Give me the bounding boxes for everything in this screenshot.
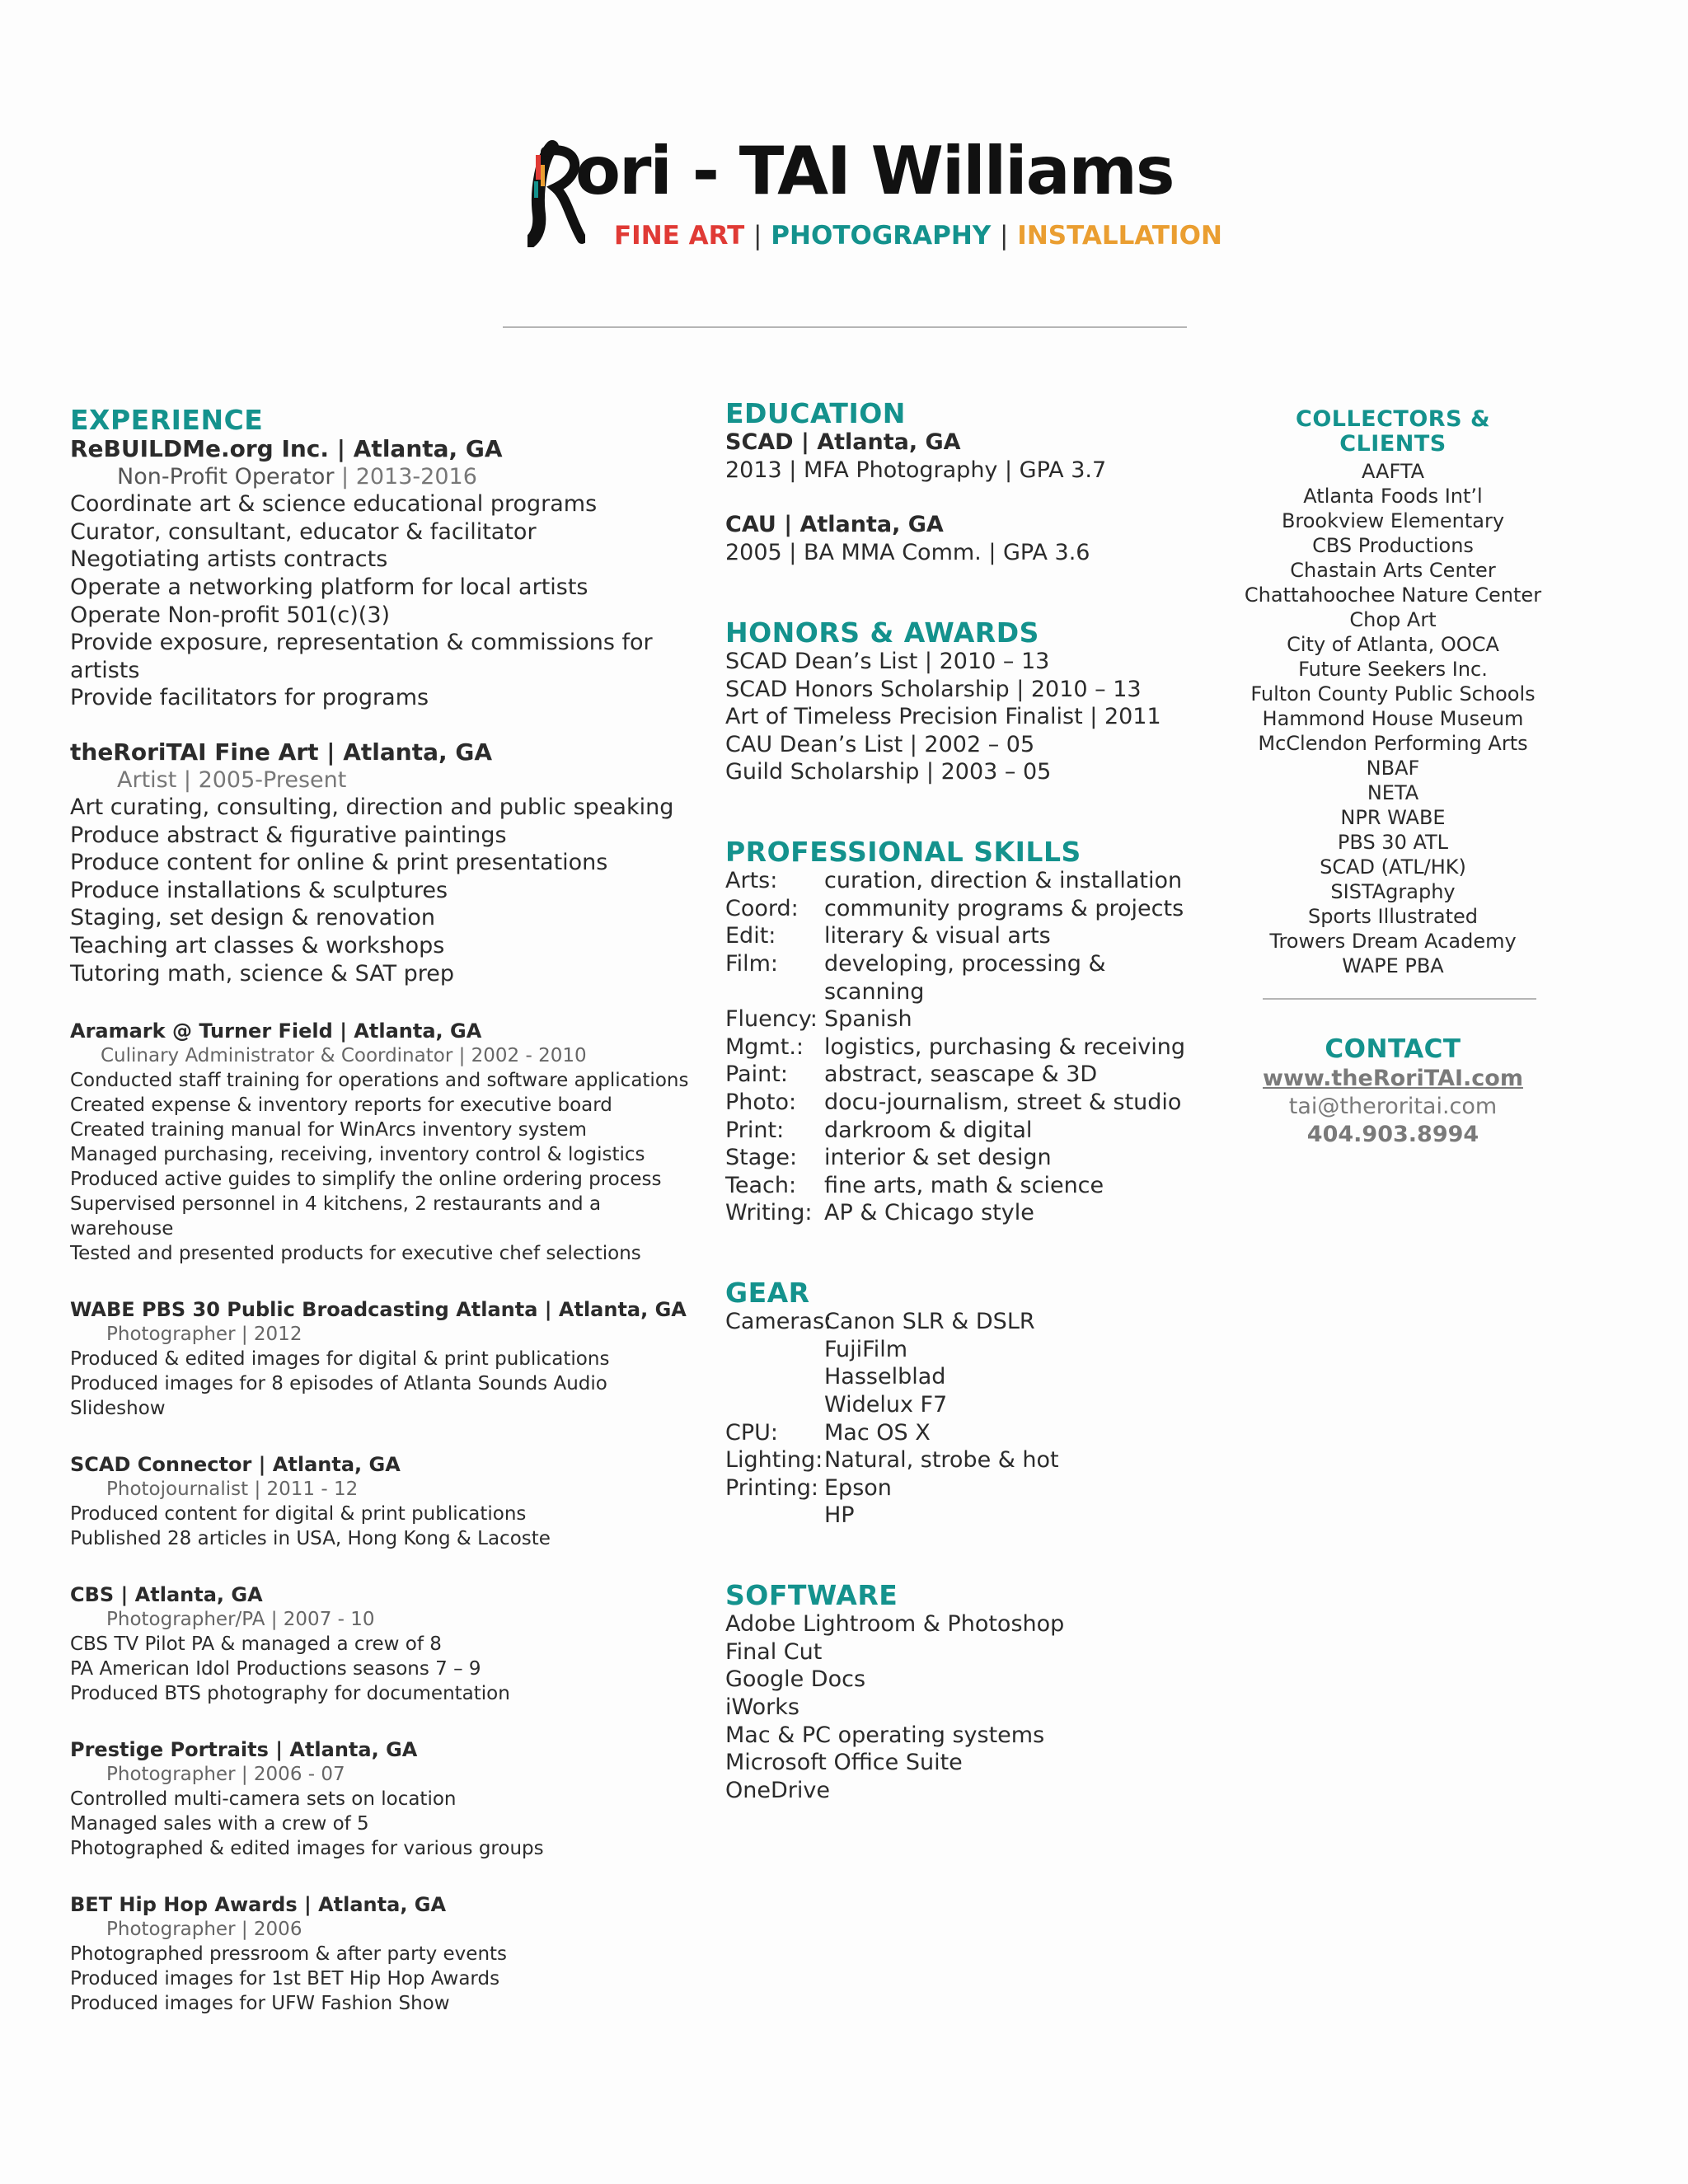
email-link[interactable]: tai@theroritai.com bbox=[1288, 1094, 1498, 1120]
client-item: City of Atlanta, OOCA bbox=[1287, 633, 1499, 657]
client-item: Atlanta Foods Int’l bbox=[1303, 485, 1483, 509]
job-bullet: Produced content for digital & print publications bbox=[70, 1503, 527, 1526]
school-detail: 2005 | BA MMA Comm. | GPA 3.6 bbox=[725, 540, 1090, 566]
skill-row: Paint: abstract, seascape & 3D bbox=[725, 1062, 1098, 1088]
job-bullet: Tested and presented products for executive chef selections bbox=[70, 1243, 641, 1265]
job-entry bbox=[70, 1892, 696, 2016]
job-bullet: Coordinate art & science educational programs bbox=[70, 491, 598, 518]
skill-row: Writing: AP & Chicago style bbox=[725, 1200, 1034, 1226]
job-bullet: Produced images for UFW Fashion Show bbox=[70, 1993, 450, 2015]
honor-item: CAU Dean’s List | 2002 – 05 bbox=[725, 731, 1035, 757]
honor-item: SCAD Honors Scholarship | 2010 – 13 bbox=[725, 676, 1142, 702]
software-item: Final Cut bbox=[725, 1638, 823, 1665]
job-title: Aramark @ Turner Field | Atlanta, GA bbox=[70, 1019, 482, 1043]
job-title: theRoriTAI Fine Art | Atlanta, GA bbox=[70, 738, 493, 766]
gear-row: HP bbox=[824, 1502, 855, 1529]
job-bullet: Controlled multi-camera sets on location bbox=[70, 1788, 457, 1811]
software-heading: SOFTWARE bbox=[725, 1579, 898, 1611]
job-role: Artist | 2005-Present bbox=[117, 767, 347, 794]
experience-heading: EXPERIENCE bbox=[70, 404, 264, 436]
skill-row: Arts: curation, direction & installation bbox=[725, 868, 1183, 894]
client-item: NETA bbox=[1367, 781, 1419, 805]
client-item: Chastain Arts Center bbox=[1290, 559, 1496, 583]
gear-row: Printing: Epson bbox=[725, 1474, 892, 1501]
job-role: Photojournalist | 2011 - 12 bbox=[106, 1479, 359, 1501]
website-link[interactable]: www.theRoriTAI.com bbox=[1263, 1066, 1523, 1092]
client-item: AAFTA bbox=[1361, 460, 1425, 484]
job-bullet: Conducted staff training for operations and software applications bbox=[70, 1070, 689, 1092]
job-bullet: Art curating, consulting, direction and public speaking bbox=[70, 794, 674, 821]
job-bullet: PA American Idol Productions seasons 7 – 9 bbox=[70, 1658, 481, 1680]
skill-row: Fluency: Spanish bbox=[725, 1006, 912, 1033]
job-title: SCAD Connector | Atlanta, GA bbox=[70, 1453, 401, 1477]
gear-row: Cameras: Canon SLR & DSLR bbox=[725, 1309, 1035, 1335]
client-item: WAPE PBA bbox=[1342, 954, 1444, 978]
gear-row: Lighting: Natural, strobe & hot bbox=[725, 1447, 1059, 1474]
client-item: CBS Productions bbox=[1312, 534, 1474, 558]
job-role: Photographer/PA | 2007 - 10 bbox=[106, 1609, 375, 1631]
gear-row: CPU: Mac OS X bbox=[725, 1419, 931, 1446]
job-role: Photographer | 2006 - 07 bbox=[106, 1764, 345, 1786]
software-item: Google Docs bbox=[725, 1666, 866, 1693]
job-bullet: Operate a networking platform for local artists bbox=[70, 574, 588, 601]
client-item: SCAD (ATL/HK) bbox=[1320, 855, 1466, 879]
client-item: Hammond House Museum bbox=[1262, 707, 1524, 731]
contact-section bbox=[1240, 1035, 1545, 1149]
honors-heading: HONORS & AWARDS bbox=[725, 616, 1039, 649]
client-item: Future Seekers Inc. bbox=[1298, 658, 1488, 682]
job-bullet: Curator, consultant, educator & facilitator bbox=[70, 518, 537, 545]
header-brand bbox=[528, 130, 1222, 254]
honor-item: Art of Timeless Precision Finalist | 2011 bbox=[725, 704, 1161, 730]
tag-separator: | bbox=[753, 221, 762, 251]
honor-item: Guild Scholarship | 2003 – 05 bbox=[725, 759, 1052, 785]
header-divider bbox=[503, 326, 1187, 328]
job-bullet: Photographed pressroom & after party events bbox=[70, 1943, 508, 1966]
skill-row: Print: darkroom & digital bbox=[725, 1117, 1033, 1143]
job-title: BET Hip Hop Awards | Atlanta, GA bbox=[70, 1893, 447, 1917]
job-bullet: Managed sales with a crew of 5 bbox=[70, 1813, 369, 1835]
tag-photography: PHOTOGRAPHY bbox=[771, 221, 992, 251]
contact-divider bbox=[1263, 998, 1536, 1000]
tag-separator: | bbox=[1000, 221, 1009, 251]
right-column bbox=[1240, 407, 1545, 978]
client-item: SISTAgraphy bbox=[1330, 880, 1456, 904]
job-entry bbox=[70, 1019, 696, 1266]
client-item: Trowers Dream Academy bbox=[1269, 930, 1517, 954]
gear-row: FujiFilm bbox=[824, 1336, 908, 1362]
school-name: SCAD | Atlanta, GA bbox=[725, 429, 961, 456]
job-entry bbox=[70, 1582, 696, 1706]
school-name: CAU | Atlanta, GA bbox=[725, 512, 944, 538]
client-item: Sports Illustrated bbox=[1307, 905, 1479, 929]
tag-installation: INSTALLATION bbox=[1017, 221, 1222, 251]
skill-row: Edit: literary & visual arts bbox=[725, 923, 1051, 949]
job-entry bbox=[70, 1297, 696, 1421]
tagline bbox=[614, 221, 1222, 251]
skills-heading: PROFESSIONAL SKILLS bbox=[725, 835, 1081, 868]
job-bullet: Staging, set design & renovation bbox=[70, 905, 435, 931]
job-bullet: Published 28 articles in USA, Hong Kong & Lacoste bbox=[70, 1528, 551, 1550]
software-item: iWorks bbox=[725, 1694, 799, 1721]
job-title: WABE PBS 30 Public Broadcasting Atlanta | Atlanta, GA bbox=[70, 1298, 687, 1322]
gear-heading: GEAR bbox=[725, 1276, 810, 1309]
clients-heading: COLLECTORS & CLIENTS bbox=[1296, 406, 1490, 457]
job-title: ReBUILDMe.org Inc. | Atlanta, GA bbox=[70, 435, 503, 463]
job-bullet: Produced BTS photography for documentation bbox=[70, 1683, 510, 1705]
client-item: Brookview Elementary bbox=[1281, 509, 1505, 533]
skill-row: Photo: docu-journalism, street & studio bbox=[725, 1089, 1182, 1115]
job-bullet: Supervised personnel in 4 kitchens, 2 restaurants and a warehouse bbox=[70, 1193, 602, 1240]
skill-row: Film: developing, processing & scanning bbox=[725, 951, 1106, 1005]
client-item: NPR WABE bbox=[1340, 806, 1446, 830]
job-bullet: Operate Non-profit 501(c)(3) bbox=[70, 602, 391, 628]
job-bullet: Teaching art classes & workshops bbox=[70, 933, 445, 959]
client-item: PBS 30 ATL bbox=[1337, 831, 1449, 855]
job-bullet: Produced images for 8 episodes of Atlanta Sounds Audio Slideshow bbox=[70, 1373, 607, 1420]
job-bullet: Photographed & edited images for various groups bbox=[70, 1838, 544, 1860]
job-bullet: Managed purchasing, receiving, inventory control & logistics bbox=[70, 1144, 645, 1166]
client-item: McClendon Performing Arts bbox=[1258, 732, 1528, 756]
software-item: Microsoft Office Suite bbox=[725, 1750, 963, 1776]
contact-heading: CONTACT bbox=[1325, 1034, 1461, 1064]
job-entry bbox=[70, 1737, 696, 1861]
middle-column bbox=[725, 399, 1187, 1804]
job-bullet: Produced active guides to simplify the online ordering process bbox=[70, 1169, 662, 1191]
job-bullet: Produce content for online & print presentations bbox=[70, 850, 608, 876]
client-item: Chattahoochee Nature Center bbox=[1244, 583, 1542, 607]
skill-row: Mgmt.: logistics, purchasing & receiving bbox=[725, 1033, 1185, 1060]
skill-row: Coord: community programs & projects bbox=[725, 895, 1184, 921]
job-entry bbox=[70, 435, 696, 712]
job-bullet: Provide exposure, representation & commissions for artists bbox=[70, 630, 653, 683]
job-bullet: Negotiating artists contracts bbox=[70, 546, 388, 573]
job-bullet: Created expense & inventory reports for executive board bbox=[70, 1094, 612, 1117]
gear-row: Widelux F7 bbox=[824, 1392, 948, 1418]
software-item: Mac & PC operating systems bbox=[725, 1722, 1045, 1748]
phone-number: 404.903.8994 bbox=[1306, 1122, 1479, 1148]
job-title: Prestige Portraits | Atlanta, GA bbox=[70, 1738, 418, 1762]
school-detail: 2013 | MFA Photography | GPA 3.7 bbox=[725, 457, 1107, 483]
job-bullet: Produce installations & sculptures bbox=[70, 877, 448, 903]
software-item: OneDrive bbox=[725, 1777, 830, 1803]
job-entry bbox=[70, 1452, 696, 1551]
job-role: Photographer | 2006 bbox=[106, 1919, 302, 1941]
job-role: Non-Profit Operator | 2013-2016 bbox=[117, 464, 477, 490]
resume-name: ori - TAI Williams bbox=[575, 133, 1174, 209]
job-bullet: Produced & edited images for digital & print publications bbox=[70, 1348, 610, 1371]
job-bullet: Tutoring math, science & SAT prep bbox=[70, 960, 455, 987]
client-item: NBAF bbox=[1366, 757, 1420, 780]
job-role: Photographer | 2012 bbox=[106, 1324, 302, 1346]
software-item: Adobe Lightroom & Photoshop bbox=[725, 1611, 1065, 1638]
client-item: Fulton County Public Schools bbox=[1250, 682, 1536, 706]
job-bullet: CBS TV Pilot PA & managed a crew of 8 bbox=[70, 1633, 442, 1656]
job-bullet: Created training manual for WinArcs inventory system bbox=[70, 1119, 587, 1141]
job-role: Culinary Administrator & Coordinator | 2002 - 2010 bbox=[101, 1045, 587, 1067]
education-heading: EDUCATION bbox=[725, 397, 906, 429]
gear-row: Hasselblad bbox=[824, 1364, 946, 1390]
tag-fine-art: FINE ART bbox=[614, 221, 745, 251]
client-item: Chop Art bbox=[1349, 608, 1437, 632]
skill-row: Teach: fine arts, math & science bbox=[725, 1172, 1104, 1198]
job-title: CBS | Atlanta, GA bbox=[70, 1583, 263, 1607]
job-bullet: Provide facilitators for programs bbox=[70, 685, 429, 711]
job-bullet: Produced images for 1st BET Hip Hop Awards bbox=[70, 1968, 500, 1990]
job-bullet: Produce abstract & figurative paintings bbox=[70, 822, 507, 848]
skill-row: Stage: interior & set design bbox=[725, 1145, 1052, 1171]
experience-section bbox=[70, 405, 696, 2047]
honor-item: SCAD Dean’s List | 2010 – 13 bbox=[725, 648, 1050, 674]
job-entry bbox=[70, 738, 696, 987]
